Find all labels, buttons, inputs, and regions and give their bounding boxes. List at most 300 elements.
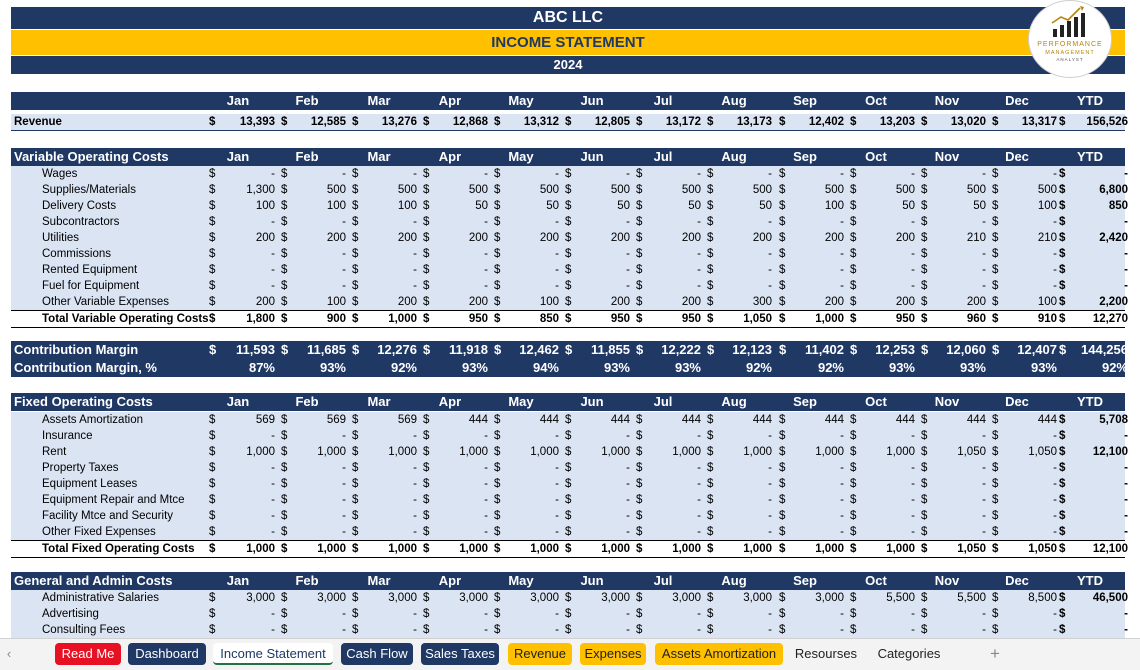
month-value: - bbox=[911, 510, 915, 522]
month-value: 1,000 bbox=[672, 446, 701, 458]
month-value: - bbox=[555, 478, 559, 490]
month-value: - bbox=[413, 248, 417, 260]
month-header: Feb bbox=[295, 93, 319, 108]
table-row[interactable] bbox=[11, 412, 1128, 428]
currency-sign: $ bbox=[352, 446, 359, 458]
sheet-tab[interactable]: Cash Flow bbox=[341, 643, 413, 665]
ytd-value: - bbox=[1124, 462, 1128, 474]
currency-sign: $ bbox=[209, 232, 216, 244]
month-value: - bbox=[484, 168, 488, 180]
variable-total-row[interactable] bbox=[11, 310, 1128, 328]
currency-sign: $ bbox=[707, 494, 714, 506]
currency-sign: $ bbox=[636, 116, 643, 128]
currency-sign: $ bbox=[707, 510, 714, 522]
currency-sign: $ bbox=[1059, 313, 1066, 325]
currency-sign: $ bbox=[707, 280, 714, 292]
currency-sign: $ bbox=[352, 526, 359, 538]
currency-sign: $ bbox=[281, 168, 288, 180]
month-value: - bbox=[342, 280, 346, 292]
month-value: - bbox=[271, 462, 275, 474]
table-row[interactable] bbox=[11, 166, 1128, 182]
currency-sign: $ bbox=[423, 248, 430, 260]
month-value: 300 bbox=[752, 296, 772, 308]
month-value: - bbox=[271, 168, 275, 180]
currency-sign: $ bbox=[707, 478, 714, 490]
month-header: Aug bbox=[721, 149, 747, 164]
month-value: 500 bbox=[539, 184, 559, 196]
month-value: 1,000 bbox=[886, 543, 915, 555]
month-value: 92% bbox=[390, 360, 417, 375]
currency-sign: $ bbox=[636, 462, 643, 474]
currency-sign: $ bbox=[565, 296, 572, 308]
sheet-tab[interactable]: Revenue bbox=[508, 643, 572, 665]
month-header: Apr bbox=[438, 149, 462, 164]
currency-sign: $ bbox=[779, 342, 787, 357]
currency-sign: $ bbox=[779, 184, 786, 196]
sheet-tab[interactable]: Read Me bbox=[55, 643, 121, 665]
month-value: 1,000 bbox=[388, 543, 417, 555]
currency-sign: $ bbox=[565, 510, 572, 522]
currency-sign: $ bbox=[636, 494, 643, 506]
currency-sign: $ bbox=[423, 342, 431, 357]
row-label: Equipment Leases bbox=[42, 478, 138, 490]
month-value: - bbox=[626, 478, 630, 490]
currency-sign: $ bbox=[992, 200, 999, 212]
month-value: 13,312 bbox=[523, 116, 559, 128]
currency-sign: $ bbox=[281, 414, 288, 426]
currency-sign: $ bbox=[423, 200, 430, 212]
month-value: 1,000 bbox=[743, 446, 772, 458]
currency-sign: $ bbox=[423, 446, 430, 458]
currency-sign: $ bbox=[921, 264, 928, 276]
currency-sign: $ bbox=[281, 478, 288, 490]
currency-sign: $ bbox=[636, 280, 643, 292]
month-value: - bbox=[982, 478, 986, 490]
month-value: - bbox=[1053, 478, 1057, 490]
table-row[interactable] bbox=[11, 246, 1128, 262]
currency-sign: $ bbox=[209, 296, 216, 308]
variable-costs-header[interactable] bbox=[11, 148, 1125, 166]
month-value: - bbox=[911, 280, 915, 292]
month-value: 3,000 bbox=[246, 592, 275, 604]
month-value: 444 bbox=[610, 414, 630, 426]
currency-sign: $ bbox=[494, 478, 501, 490]
month-value: 569 bbox=[326, 414, 346, 426]
month-value: - bbox=[840, 248, 844, 260]
currency-sign: $ bbox=[281, 232, 288, 244]
month-value: - bbox=[911, 216, 915, 228]
currency-sign: $ bbox=[352, 510, 359, 522]
table-row[interactable] bbox=[11, 444, 1128, 460]
month-header: Nov bbox=[934, 93, 960, 108]
currency-sign: $ bbox=[850, 478, 857, 490]
currency-sign: $ bbox=[494, 232, 501, 244]
month-value: - bbox=[342, 248, 346, 260]
month-value: - bbox=[413, 510, 417, 522]
ytd-value: 12,270 bbox=[1092, 313, 1128, 325]
sheet-tab[interactable]: Expenses bbox=[580, 643, 646, 665]
month-value: - bbox=[982, 248, 986, 260]
month-value: - bbox=[342, 478, 346, 490]
sheet-tab[interactable]: Sales Taxes bbox=[421, 643, 499, 665]
month-value: 93% bbox=[674, 360, 701, 375]
currency-sign: $ bbox=[1059, 526, 1066, 538]
currency-sign: $ bbox=[707, 264, 714, 276]
month-header: Oct bbox=[865, 93, 887, 108]
month-value: - bbox=[840, 624, 844, 636]
table-row[interactable] bbox=[11, 508, 1128, 524]
currency-sign: $ bbox=[565, 280, 572, 292]
row-label: Subcontractors bbox=[42, 216, 120, 228]
revenue-row[interactable] bbox=[11, 114, 1128, 131]
table-row[interactable] bbox=[11, 214, 1128, 230]
month-header: Jan bbox=[226, 93, 250, 108]
growth-chart-icon bbox=[1051, 5, 1089, 39]
currency-sign: $ bbox=[636, 200, 643, 212]
currency-sign: $ bbox=[636, 232, 643, 244]
table-row[interactable] bbox=[11, 492, 1128, 508]
month-value: 1,000 bbox=[601, 543, 630, 555]
currency-sign: $ bbox=[1059, 608, 1066, 620]
currency-sign: $ bbox=[707, 313, 714, 325]
currency-sign: $ bbox=[281, 200, 288, 212]
months-header-row[interactable] bbox=[11, 92, 1125, 110]
month-value: - bbox=[697, 478, 701, 490]
currency-sign: $ bbox=[779, 414, 786, 426]
currency-sign: $ bbox=[281, 296, 288, 308]
sheet-tab[interactable]: Assets Amortization bbox=[655, 643, 783, 665]
ytd-value: 5,708 bbox=[1099, 414, 1128, 426]
month-value: 12,276 bbox=[377, 342, 417, 357]
month-value: - bbox=[1053, 526, 1057, 538]
currency-sign: $ bbox=[281, 462, 288, 474]
sheet-tab[interactable]: Income Statement bbox=[213, 643, 333, 665]
currency-sign: $ bbox=[992, 608, 999, 620]
ytd-value: 6,800 bbox=[1099, 184, 1128, 196]
month-value: - bbox=[271, 624, 275, 636]
month-value: - bbox=[840, 280, 844, 292]
sheet-tab[interactable]: Categories bbox=[870, 643, 948, 665]
table-row[interactable] bbox=[11, 476, 1128, 492]
month-value: 200 bbox=[895, 232, 915, 244]
month-value: 11,685 bbox=[306, 342, 346, 357]
currency-sign: $ bbox=[636, 248, 643, 260]
table-row[interactable] bbox=[11, 230, 1128, 246]
month-value: - bbox=[768, 216, 772, 228]
currency-sign: $ bbox=[707, 446, 714, 458]
currency-sign: $ bbox=[209, 216, 216, 228]
table-row[interactable] bbox=[11, 428, 1128, 444]
month-value: 900 bbox=[326, 313, 346, 325]
row-label: Contribution Margin, % bbox=[14, 360, 157, 375]
currency-sign: $ bbox=[565, 313, 572, 325]
ytd-value: 46,500 bbox=[1092, 592, 1128, 604]
month-header: Oct bbox=[865, 573, 887, 588]
month-value: - bbox=[626, 430, 630, 442]
month-value: - bbox=[555, 280, 559, 292]
currency-sign: $ bbox=[921, 342, 929, 357]
currency-sign: $ bbox=[494, 248, 501, 260]
currency-sign: $ bbox=[1059, 543, 1066, 555]
month-value: - bbox=[911, 494, 915, 506]
month-value: 1,000 bbox=[886, 446, 915, 458]
month-value: 3,000 bbox=[530, 592, 559, 604]
table-row[interactable] bbox=[11, 182, 1128, 198]
month-value: - bbox=[697, 216, 701, 228]
month-value: 1,000 bbox=[246, 446, 275, 458]
currency-sign: $ bbox=[992, 592, 999, 604]
currency-sign: $ bbox=[992, 510, 999, 522]
month-value: - bbox=[342, 216, 346, 228]
month-value: 200 bbox=[681, 296, 701, 308]
month-value: 50 bbox=[546, 200, 559, 212]
table-row[interactable] bbox=[11, 294, 1128, 310]
currency-sign: $ bbox=[850, 248, 857, 260]
currency-sign: $ bbox=[1059, 462, 1066, 474]
currency-sign: $ bbox=[352, 608, 359, 620]
fixed-costs-header[interactable] bbox=[11, 393, 1125, 411]
month-value: 3,000 bbox=[317, 592, 346, 604]
month-value: 569 bbox=[255, 414, 275, 426]
row-label: Insurance bbox=[42, 430, 93, 442]
currency-sign: $ bbox=[707, 608, 714, 620]
currency-sign: $ bbox=[850, 280, 857, 292]
month-header: Jun bbox=[580, 149, 604, 164]
month-value: 93% bbox=[603, 360, 630, 375]
currency-sign: $ bbox=[850, 608, 857, 620]
currency-sign: $ bbox=[352, 624, 359, 636]
currency-sign: $ bbox=[636, 592, 643, 604]
month-value: 200 bbox=[895, 296, 915, 308]
month-value: 200 bbox=[610, 232, 630, 244]
add-sheet-icon[interactable]: + bbox=[990, 644, 1000, 663]
month-value: 50 bbox=[688, 200, 701, 212]
currency-sign: $ bbox=[992, 184, 999, 196]
month-value: 1,000 bbox=[388, 446, 417, 458]
sheet-tab[interactable]: Dashboard bbox=[128, 643, 206, 665]
gna-costs-header[interactable] bbox=[11, 572, 1125, 590]
month-header: Sep bbox=[793, 573, 817, 588]
currency-sign: $ bbox=[565, 526, 572, 538]
currency-sign: $ bbox=[209, 462, 216, 474]
month-value: 1,000 bbox=[815, 446, 844, 458]
currency-sign: $ bbox=[565, 543, 572, 555]
month-value: 13,172 bbox=[665, 116, 701, 128]
month-value: 50 bbox=[759, 200, 772, 212]
month-value: - bbox=[626, 526, 630, 538]
month-value: 200 bbox=[255, 296, 275, 308]
month-value: 950 bbox=[610, 313, 630, 325]
table-row[interactable] bbox=[11, 278, 1128, 294]
currency-sign: $ bbox=[565, 264, 572, 276]
currency-sign: $ bbox=[992, 624, 999, 636]
month-value: 200 bbox=[681, 232, 701, 244]
table-row[interactable] bbox=[11, 590, 1128, 606]
contribution-margin-pct-row[interactable] bbox=[11, 359, 1128, 377]
logo-text-1: PERFORMANCE bbox=[1037, 41, 1103, 48]
currency-sign: $ bbox=[921, 168, 928, 180]
currency-sign: $ bbox=[494, 624, 501, 636]
currency-sign: $ bbox=[494, 462, 501, 474]
sheet-tab[interactable]: Resourses bbox=[790, 643, 862, 665]
month-value: 200 bbox=[397, 232, 417, 244]
month-value: - bbox=[697, 510, 701, 522]
row-label: Utilities bbox=[42, 232, 80, 244]
month-value: - bbox=[982, 510, 986, 522]
month-value: - bbox=[697, 264, 701, 276]
currency-sign: $ bbox=[921, 414, 928, 426]
currency-sign: $ bbox=[565, 446, 572, 458]
currency-sign: $ bbox=[850, 624, 857, 636]
currency-sign: $ bbox=[494, 414, 501, 426]
month-value: - bbox=[342, 608, 346, 620]
month-value: 13,393 bbox=[239, 116, 275, 128]
table-row[interactable] bbox=[11, 198, 1128, 214]
month-value: - bbox=[840, 478, 844, 490]
ytd-value: 12,100 bbox=[1092, 446, 1128, 458]
month-value: - bbox=[626, 168, 630, 180]
currency-sign: $ bbox=[1059, 510, 1066, 522]
month-value: 444 bbox=[824, 414, 844, 426]
month-value: 50 bbox=[475, 200, 488, 212]
month-value: - bbox=[342, 168, 346, 180]
currency-sign: $ bbox=[921, 494, 928, 506]
section-title: Fixed Operating Costs bbox=[14, 394, 153, 409]
month-value: - bbox=[840, 510, 844, 522]
currency-sign: $ bbox=[921, 543, 928, 555]
currency-sign: $ bbox=[352, 592, 359, 604]
currency-sign: $ bbox=[209, 184, 216, 196]
month-value: 100 bbox=[397, 200, 417, 212]
currency-sign: $ bbox=[707, 592, 714, 604]
currency-sign: $ bbox=[565, 248, 572, 260]
row-label: Consulting Fees bbox=[42, 624, 126, 636]
table-row[interactable] bbox=[11, 262, 1128, 278]
month-value: - bbox=[484, 478, 488, 490]
currency-sign: $ bbox=[1059, 184, 1066, 196]
currency-sign: $ bbox=[779, 478, 786, 490]
month-value: 12,407 bbox=[1017, 342, 1057, 357]
month-value: - bbox=[1053, 280, 1057, 292]
table-row[interactable] bbox=[11, 622, 1128, 638]
currency-sign: $ bbox=[281, 313, 288, 325]
currency-sign: $ bbox=[779, 543, 786, 555]
currency-sign: $ bbox=[992, 232, 999, 244]
month-value: 500 bbox=[468, 184, 488, 196]
currency-sign: $ bbox=[494, 280, 501, 292]
ytd-value: 2,200 bbox=[1099, 296, 1128, 308]
month-value: 444 bbox=[539, 414, 559, 426]
currency-sign: $ bbox=[209, 430, 216, 442]
table-row[interactable] bbox=[11, 460, 1128, 476]
month-value: 3,000 bbox=[815, 592, 844, 604]
table-row[interactable] bbox=[11, 524, 1128, 540]
table-row[interactable] bbox=[11, 606, 1128, 622]
currency-sign: $ bbox=[921, 526, 928, 538]
currency-sign: $ bbox=[423, 116, 430, 128]
month-header: Sep bbox=[793, 394, 817, 409]
month-value: - bbox=[413, 494, 417, 506]
month-header: Jan bbox=[226, 394, 250, 409]
currency-sign: $ bbox=[636, 264, 643, 276]
month-header: Sep bbox=[793, 93, 817, 108]
currency-sign: $ bbox=[850, 414, 857, 426]
row-label: Commissions bbox=[42, 248, 112, 260]
section-title: Variable Operating Costs bbox=[14, 149, 169, 164]
month-value: - bbox=[555, 216, 559, 228]
month-value: - bbox=[555, 264, 559, 276]
month-value: 13,276 bbox=[381, 116, 417, 128]
fixed-total-row[interactable] bbox=[11, 540, 1128, 558]
month-value: 1,000 bbox=[672, 543, 701, 555]
currency-sign: $ bbox=[352, 216, 359, 228]
currency-sign: $ bbox=[779, 296, 786, 308]
month-value: - bbox=[271, 494, 275, 506]
month-header: Aug bbox=[721, 93, 747, 108]
row-label: Rent bbox=[42, 446, 67, 458]
month-value: - bbox=[768, 248, 772, 260]
month-value: - bbox=[413, 264, 417, 276]
month-header: Apr bbox=[438, 394, 462, 409]
month-value: 100 bbox=[326, 296, 346, 308]
currency-sign: $ bbox=[281, 264, 288, 276]
month-value: - bbox=[626, 264, 630, 276]
year-label: 2024 bbox=[11, 56, 1125, 74]
currency-sign: $ bbox=[565, 462, 572, 474]
month-value: - bbox=[1053, 264, 1057, 276]
currency-sign: $ bbox=[1059, 446, 1066, 458]
currency-sign: $ bbox=[352, 430, 359, 442]
month-value: - bbox=[840, 216, 844, 228]
currency-sign: $ bbox=[565, 478, 572, 490]
month-value: 12,402 bbox=[808, 116, 844, 128]
month-value: 1,050 bbox=[1028, 543, 1057, 555]
month-value: 12,123 bbox=[732, 342, 772, 357]
month-header: Sep bbox=[793, 149, 817, 164]
currency-sign: $ bbox=[707, 184, 714, 196]
contribution-margin-row[interactable] bbox=[11, 341, 1128, 359]
month-value: - bbox=[484, 430, 488, 442]
month-value: - bbox=[840, 430, 844, 442]
currency-sign: $ bbox=[565, 494, 572, 506]
currency-sign: $ bbox=[209, 313, 216, 325]
month-value: - bbox=[271, 248, 275, 260]
currency-sign: $ bbox=[281, 543, 288, 555]
month-value: - bbox=[982, 168, 986, 180]
currency-sign: $ bbox=[281, 446, 288, 458]
month-value: 12,462 bbox=[519, 342, 559, 357]
month-value: - bbox=[555, 608, 559, 620]
month-value: - bbox=[413, 216, 417, 228]
row-label: Administrative Salaries bbox=[42, 592, 159, 604]
currency-sign: $ bbox=[494, 446, 501, 458]
month-value: 1,300 bbox=[246, 184, 275, 196]
month-value: 200 bbox=[966, 296, 986, 308]
month-value: - bbox=[413, 608, 417, 620]
month-value: 1,000 bbox=[317, 446, 346, 458]
month-value: - bbox=[342, 624, 346, 636]
tab-scroll-left-icon[interactable]: ‹ bbox=[6, 646, 12, 661]
currency-sign: $ bbox=[352, 342, 360, 357]
month-header: Feb bbox=[295, 149, 319, 164]
currency-sign: $ bbox=[779, 592, 786, 604]
currency-sign: $ bbox=[565, 430, 572, 442]
month-value: - bbox=[697, 248, 701, 260]
currency-sign: $ bbox=[992, 342, 1000, 357]
ytd-value: - bbox=[1124, 608, 1128, 620]
month-value: 12,585 bbox=[310, 116, 346, 128]
month-value: 5,500 bbox=[886, 592, 915, 604]
